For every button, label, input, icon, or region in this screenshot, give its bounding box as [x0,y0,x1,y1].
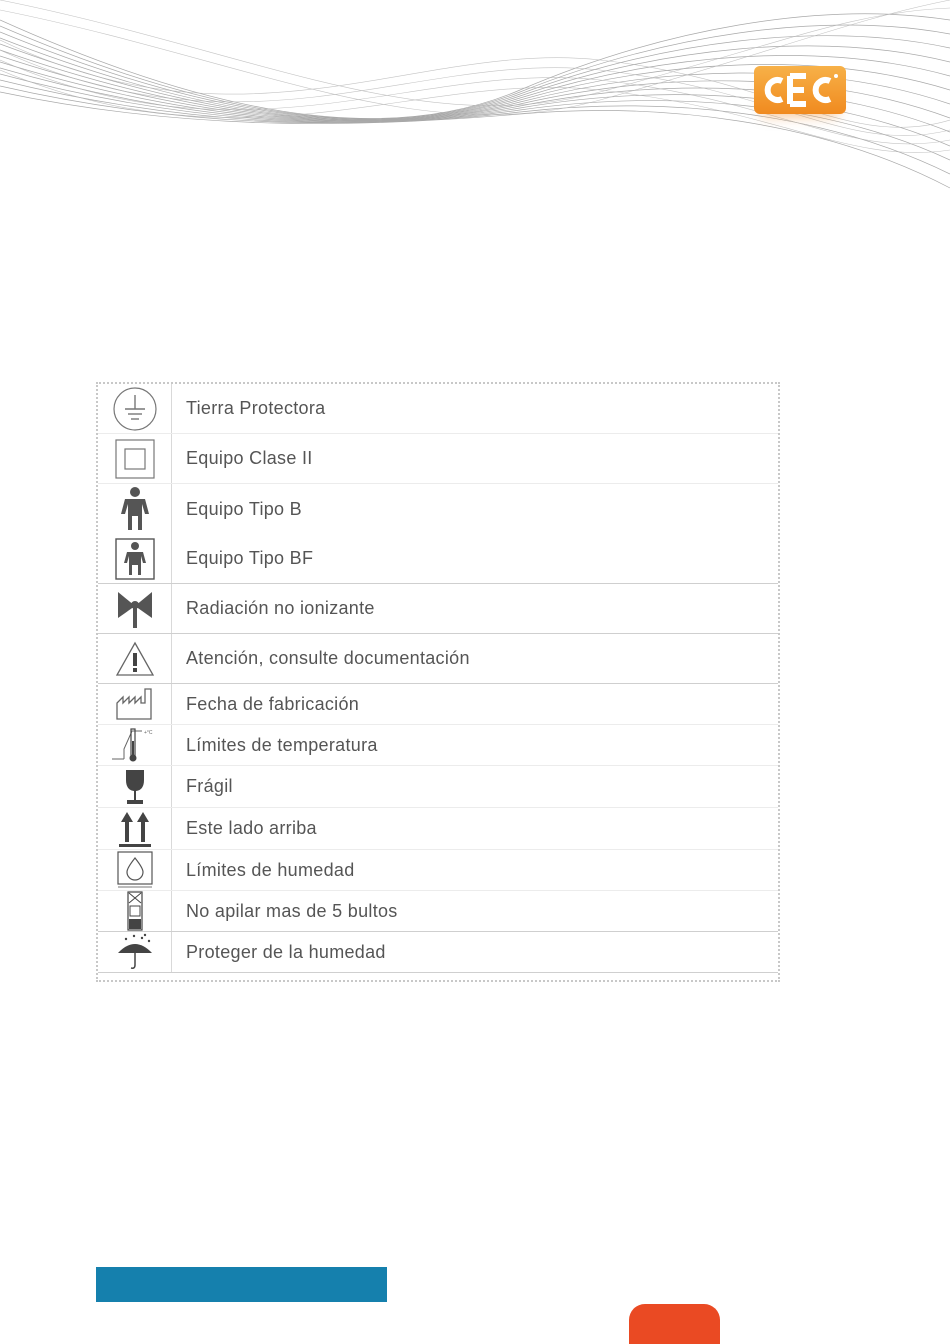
table-row [98,808,778,850]
symbol-label: Equipo Clase II [186,448,313,468]
symbol-label: Fecha de fabricación [186,693,360,714]
manufacture-date-icon [98,684,172,724]
table-row [98,534,778,584]
symbol-label: Tierra Protectora [186,398,326,418]
table-row [98,484,778,534]
symbol-label: Límites de temperatura [186,734,378,755]
class-ii-equipment-icon [98,434,172,483]
fragile-icon [98,766,172,807]
symbol-label: Proteger de la humedad [186,941,386,962]
symbol-label: Límites de humedad [186,859,355,880]
non-ionizing-radiation-icon [98,584,172,633]
symbol-label: Equipo Tipo B [186,498,302,519]
symbol-label: Este lado arriba [186,818,317,838]
protective-earth-icon [98,384,172,433]
footer-blue-bar [96,1267,387,1302]
keep-dry-icon [98,932,172,972]
humidity-limits-icon [98,850,172,890]
table-row [98,891,778,932]
this-side-up-icon [98,808,172,849]
page-number-tab [629,1304,720,1344]
symbol-label: Equipo Tipo BF [186,548,314,568]
symbol-label: Atención, consulte documentación [186,648,470,668]
table-row [98,384,778,434]
stacking-limit-icon [98,891,172,931]
table-row [98,434,778,484]
warning-icon [98,634,172,683]
symbol-label: Frágil [186,776,233,796]
type-bf-equipment-icon [98,534,172,583]
temperature-limits-icon [98,725,172,765]
table-row [98,684,778,725]
table-row [98,584,778,634]
svg-text:+°C: +°C [143,730,153,736]
symbol-label: No apilar mas de 5 bultos [186,900,398,921]
table-row [98,850,778,891]
symbols-table [96,382,780,982]
table-row [98,725,778,766]
table-row [98,932,778,973]
cec-logo [754,66,846,114]
type-b-equipment-icon [98,484,172,534]
table-row [98,634,778,684]
table-row [98,766,778,808]
symbol-label: Radiación no ionizante [186,598,375,618]
